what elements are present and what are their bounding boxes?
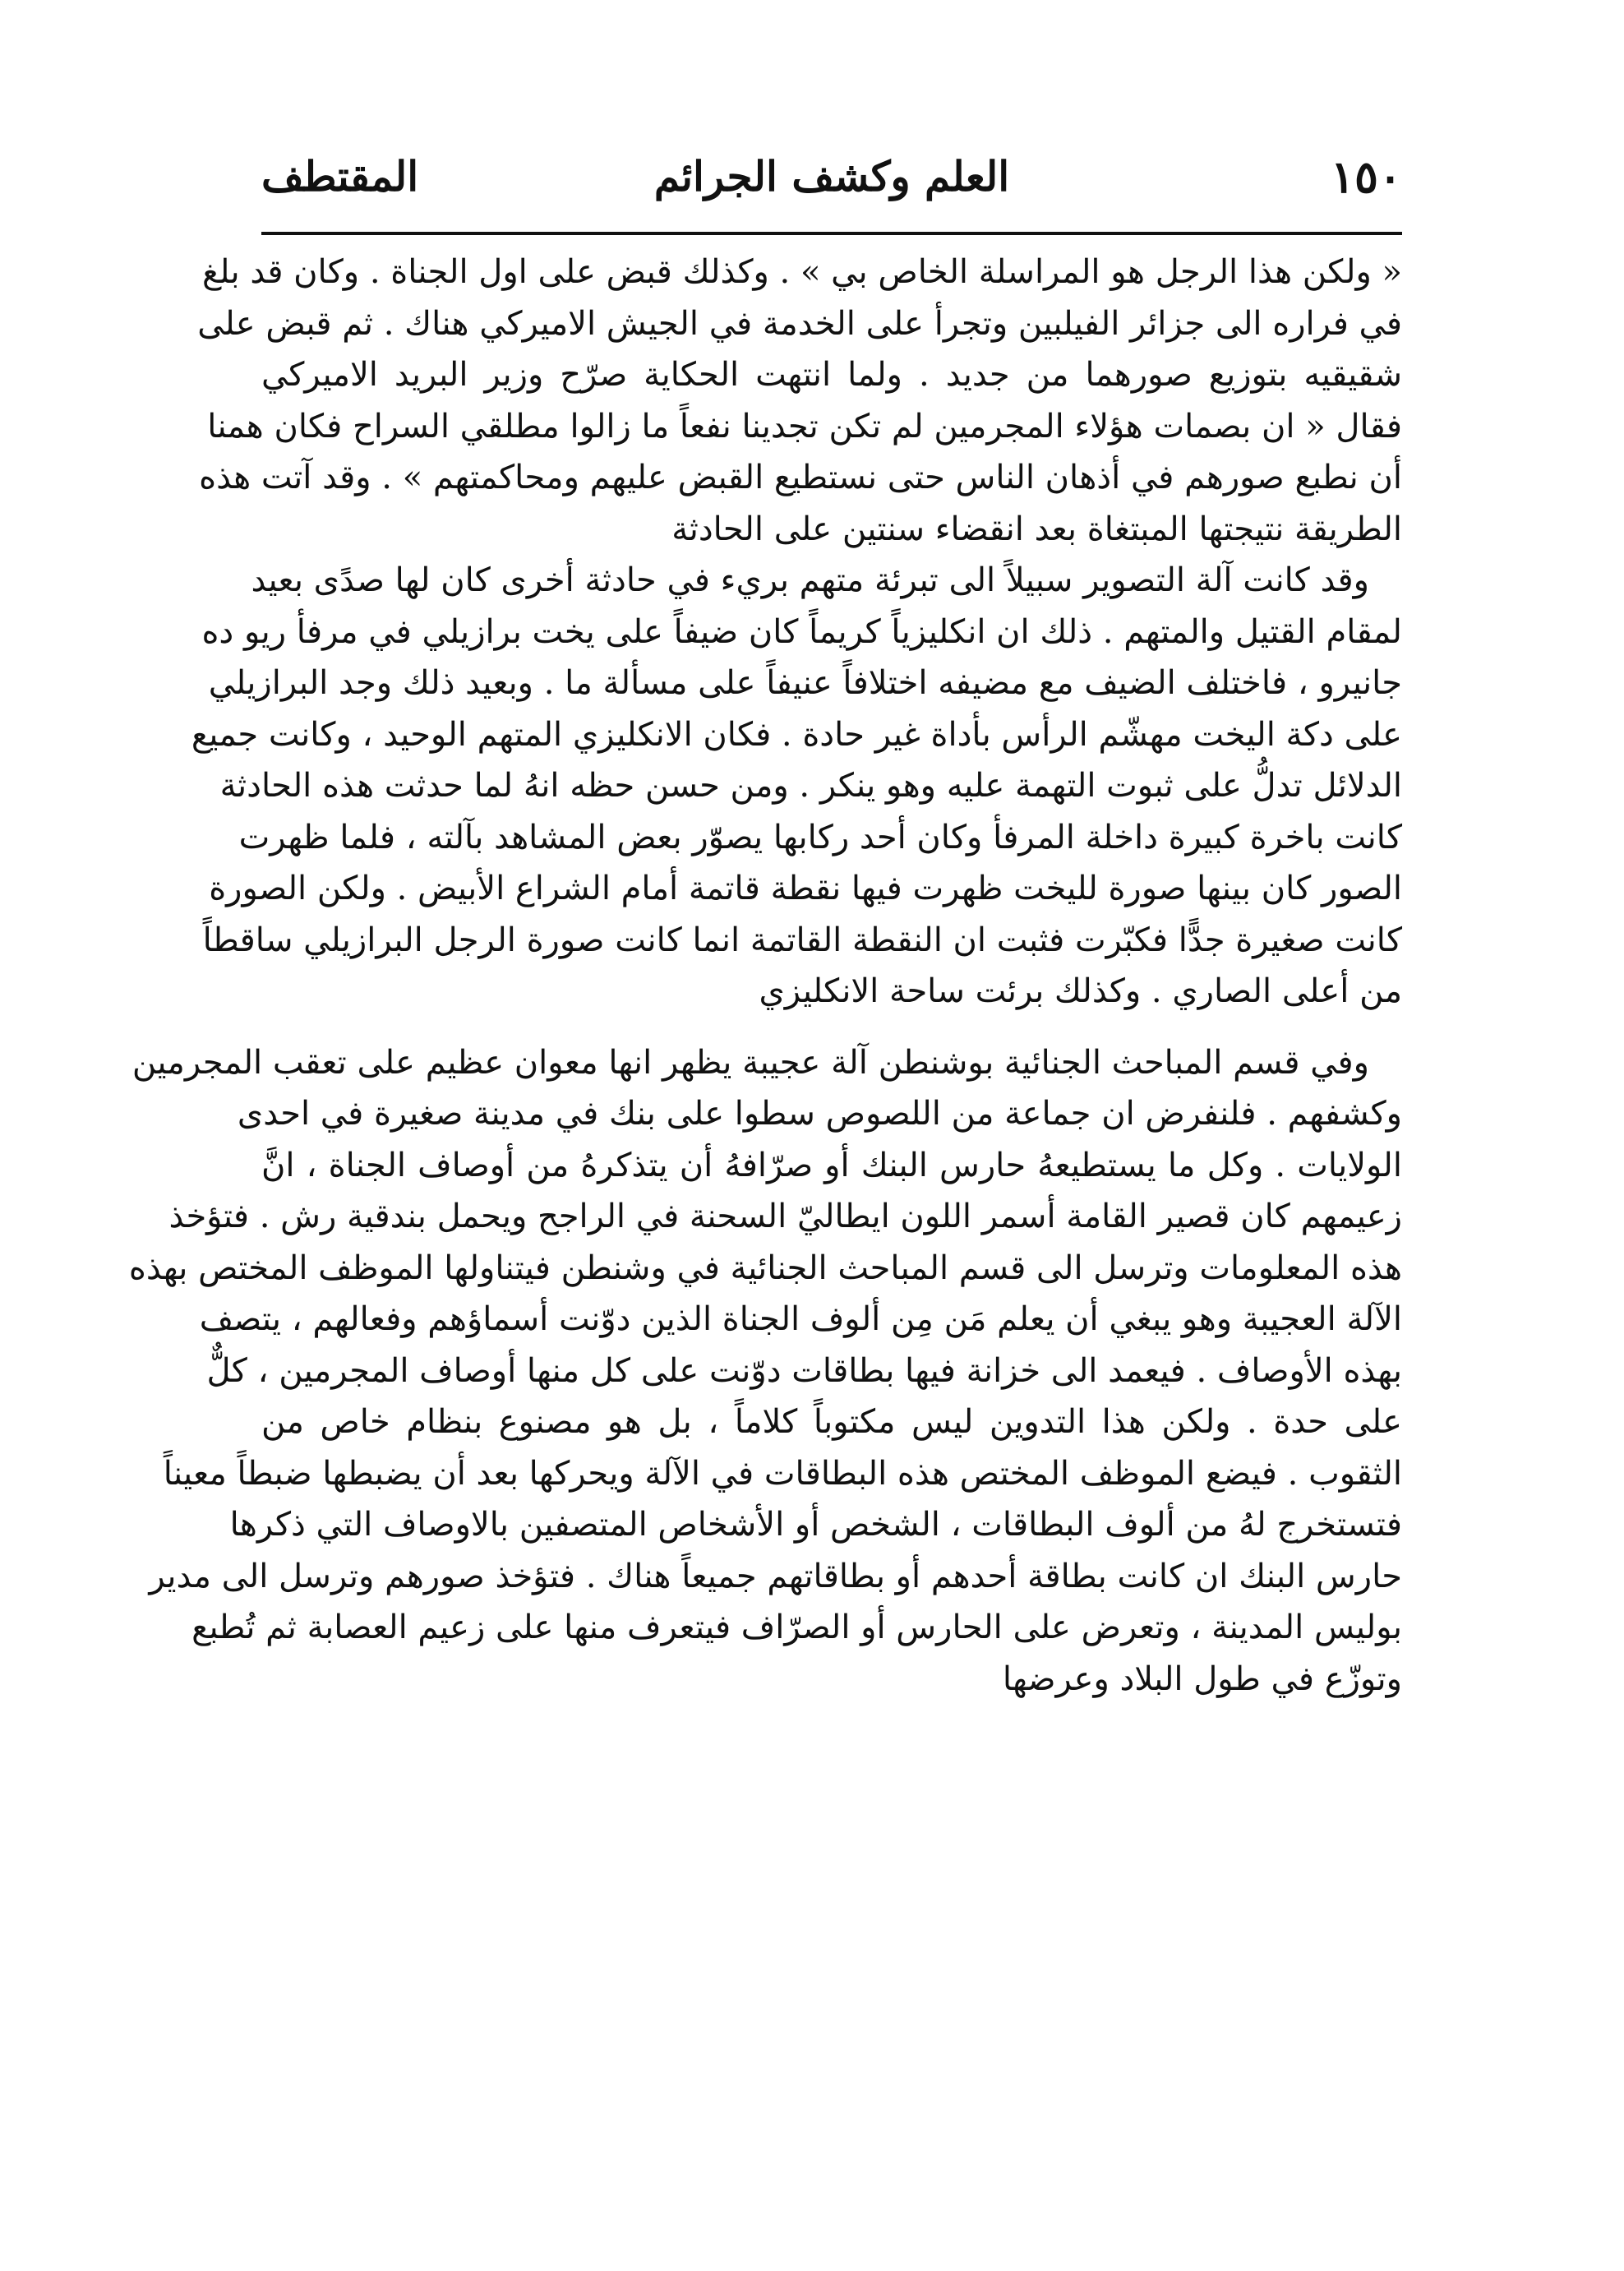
paragraph-2 <box>191 555 1402 1018</box>
chapter-title: العلم وكشف الجرائم <box>653 152 1010 201</box>
text-line: لمقام القتيل والمتهم . ذلك ان انكليزياً كريماً كان ضيفاً على يخت برازيلي في مرفأ ريو ده <box>201 612 1402 651</box>
text-line: فتستخرج لهُ من ألوف البطاقات ، الشخص أو الأشخاص المتصفين بالاوصاف التي ذكرها <box>229 1506 1402 1544</box>
text-line: من أعلى الصاري . وكذلك برئت ساحة الانكليزي <box>759 972 1402 1010</box>
text-line: وقد كانت آلة التصوير سبيلاً الى تبرئة متهم بريء في حادثة أخرى كان لها صدًى بعيد <box>251 561 1369 599</box>
text-line: جانيرو ، فاختلف الضيف مع مضيفه اختلافاً عنيفاً على مسألة ما . وبعيد ذلك وجد البرازيلي <box>208 664 1402 702</box>
text-line: « ولكن هذا الرجل هو المراسلة الخاص بي » . وكذلك قبض على اول الجناة . وكان قد بلغ <box>201 253 1402 291</box>
text-line: بهذه الأوصاف . فيعمد الى خزانة فيها بطاقات دوّنت على كل منها أوصاف المجرمين ، كلٌّ <box>206 1351 1402 1390</box>
page-number: ١٥٠ <box>1330 150 1402 203</box>
text-line: الدلائل تدلُّ على ثبوت التهمة عليه وهو ينكر . ومن حسن حظه انهُ لما حدثت هذه الحادثة <box>219 767 1402 805</box>
text-line: الآلة العجيبة وهو يبغي أن يعلم مَن مِن ألوف الجناة الذين دوّنت أسماؤهم وفعالهم ، يتصف <box>199 1300 1402 1338</box>
text-line: كانت باخرة كبيرة داخلة المرفأ وكان أحد ركابها يصوّر بعض المشاهد بآلته ، فلما ظهرت <box>238 818 1402 856</box>
text-line: فقال « ان بصمات هؤلاء المجرمين لم تكن تجدينا نفعاً ما زالوا مطلقي السراح فكان همنا <box>207 407 1402 445</box>
text-line: في فراره الى جزائر الفيلبين وتجرأ على الخدمة في الجيش الاميركي هناك . ثم قبض على <box>197 304 1402 343</box>
text-line: حارس البنك ان كانت بطاقة أحدهم أو بطاقاتهم جميعاً هناك . فتؤخذ صورهم وترسل الى مدير <box>149 1557 1402 1595</box>
text-line: وكشفهم . فلنفرض ان جماعة من اللصوص سطوا على بنك في مدينة صغيرة في احدى <box>237 1095 1402 1133</box>
text-line: زعيمهم كان قصير القامة أسمر اللون ايطاليّ السحنة في الراجح ويحمل بندقية رش . فتؤخذ <box>168 1198 1402 1235</box>
text-line: أن نطبع صورهم في أذهان الناس حتى نستطيع القبض عليهم ومحاكمتهم » . وقد آتت هذه <box>199 459 1402 496</box>
paragraph-1 <box>197 247 1402 555</box>
text-line: كانت صغيرة جدًّا فكبّرت فثبت ان النقطة القاتمة انما كانت صورة الرجل البرازيلي ساقطاً <box>202 921 1402 959</box>
article-body <box>128 247 1402 1705</box>
text-line: على حدة . ولكن هذا التدوين ليس مكتوباً كلاماً ، بل هو مصنوع بنظام خاص من <box>261 1403 1402 1441</box>
text-line: وتوزّع في طول البلاد وعرضها <box>1002 1659 1402 1698</box>
text-line: الصور كان بينها صورة لليخت ظهرت فيها نقطة قاتمة أمام الشراع الأبيض . ولكن الصورة <box>209 870 1402 907</box>
text-line: هذه المعلومات وترسل الى قسم المباحث الجنائية في وشنطن فيتناولها الموظف المختص بهذه <box>128 1249 1402 1287</box>
header-divider <box>261 232 1402 235</box>
text-line: الولايات . وكل ما يستطيعهُ حارس البنك أو صرّافهُ أن يتذكرهُ من أوصاف الجناة ، انَّ <box>261 1146 1402 1184</box>
running-header <box>261 144 1402 210</box>
text-line: بوليس المدينة ، وتعرض على الحارس أو الصرّاف فيتعرف منها على زعيم العصابة ثم تُطبع <box>191 1609 1402 1646</box>
paragraph-3 <box>128 1037 1402 1706</box>
journal-name: المقتطف <box>261 152 419 201</box>
text-line: شقيقيه بتوزيع صورهما من جديد . ولما انتهت الحكاية صرّح وزير البريد الاميركي <box>261 356 1402 394</box>
text-line: الطريقة نتيجتها المبتغاة بعد انقضاء سنتين على الحادثة <box>671 510 1402 548</box>
text-line: الثقوب . فيضع الموظف المختص هذه البطاقات في الآلة ويحركها بعد أن يضبطها ضبطاً معيناً <box>163 1454 1402 1493</box>
paragraph-spacer <box>261 1018 1402 1037</box>
text-line: على دكة اليخت مهشّم الرأس بأداة غير حادة . فكان الانكليزي المتهم الوحيد ، وكانت جميع <box>191 715 1402 754</box>
text-line: وفي قسم المباحث الجنائية بوشنطن آلة عجيبة يظهر انها معوان عظيم على تعقب المجرمين <box>131 1043 1369 1082</box>
